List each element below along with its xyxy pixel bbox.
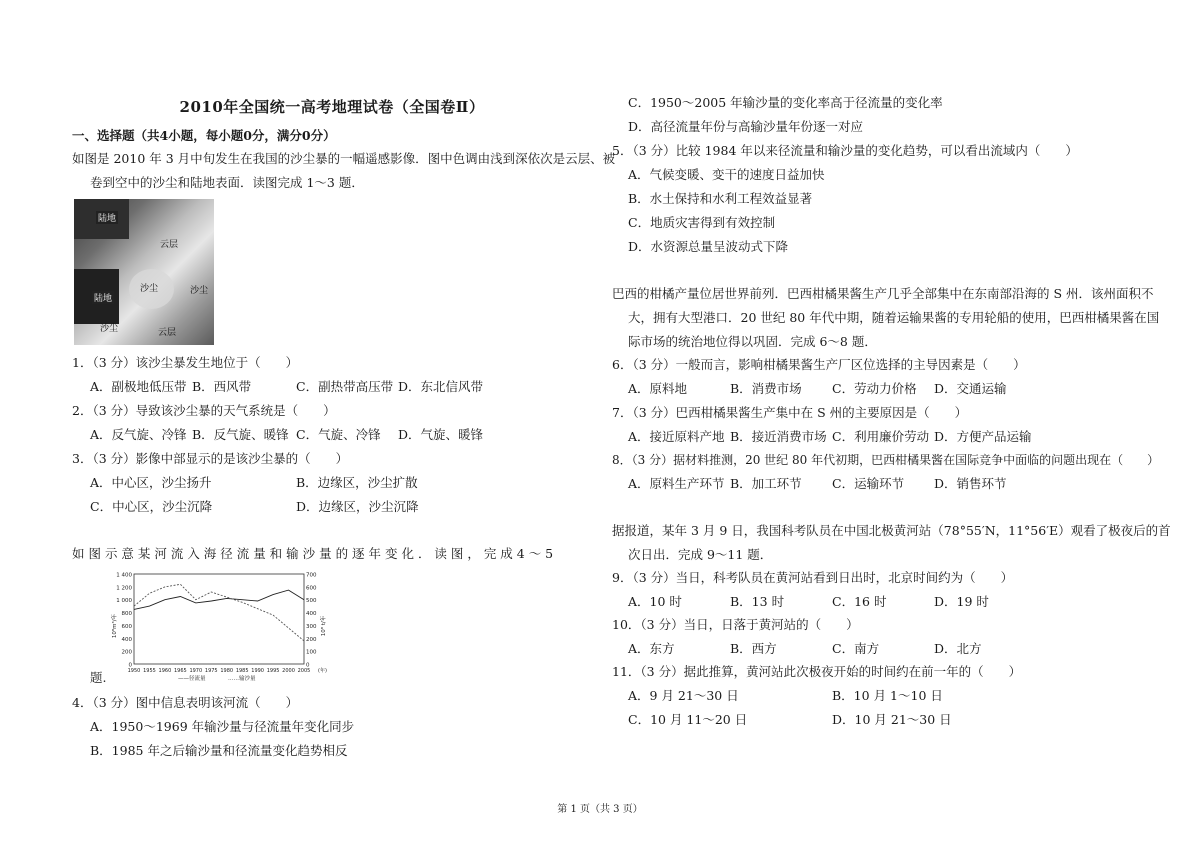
intro2-tail: 题. <box>90 670 107 685</box>
x-tick-label: 1990 <box>251 668 265 674</box>
q1-stem: 1．（3 分）该沙尘暴发生地位于（ ） <box>72 355 299 370</box>
intro3-line1: 巴西的柑橘产量位居世界前列．巴西柑橘果酱生产几乎全部集中在东南部沿海的 S 州．该州面积不 <box>612 286 1154 301</box>
left-tick-label: 600 <box>121 623 132 630</box>
q9-option-d[interactable]: D．19 时 <box>934 594 989 609</box>
q3-option-a[interactable]: A．中心区，沙尘扬升 <box>90 475 212 490</box>
x-tick-label: 1980 <box>220 668 234 674</box>
x-tick-label: 2005 <box>297 668 311 674</box>
q7-option-c[interactable]: C．利用廉价劳动 <box>832 429 930 444</box>
q4-option-a[interactable]: A．1950～1969 年输沙量与径流量年变化同步 <box>90 719 355 734</box>
q4-option-b[interactable]: B．1985 年之后输沙量和径流量变化趋势相反 <box>90 743 348 758</box>
q5-option-c[interactable]: C．地质灾害得到有效控制 <box>628 215 776 230</box>
x-tick-label: 1985 <box>235 668 249 674</box>
q2-option-d[interactable]: D．气旋、暖锋 <box>398 427 484 442</box>
left-tick-label: 400 <box>121 636 132 643</box>
right-tick-label: 0 <box>306 662 310 669</box>
q2-stem: 2．（3 分）导致该沙尘暴的天气系统是（ ） <box>72 403 336 418</box>
q3-option-c[interactable]: C．中心区，沙尘沉降 <box>90 499 213 514</box>
q4-option-c[interactable]: C．1950～2005 年输沙量的变化率高于径流量的变化率 <box>628 95 943 110</box>
x-tick-label: 1995 <box>266 668 280 674</box>
q3-option-d[interactable]: D．边缘区，沙尘沉降 <box>296 499 419 514</box>
page-title: 2010年全国统一高考地理试卷（全国卷Ⅱ） <box>179 98 485 116</box>
q11-option-c[interactable]: C．10 月 11～20 日 <box>628 712 748 727</box>
q7-option-d[interactable]: D．方便产品运输 <box>934 429 1032 444</box>
q7-option-b[interactable]: B．接近消费市场 <box>730 429 827 444</box>
satellite-image <box>74 199 214 345</box>
right-tick-label: 400 <box>306 611 317 618</box>
right-tick-label: 200 <box>306 636 317 643</box>
x-tick-label: 1965 <box>173 668 187 674</box>
q2-option-a[interactable]: A．反气旋、冷锋 <box>90 427 187 442</box>
label-dust-2: 沙尘 <box>190 286 209 296</box>
q5-option-a[interactable]: A．气候变暖、变干的速度日益加快 <box>628 167 825 182</box>
legend-runoff: ——径流量 <box>178 676 206 682</box>
q1-option-b[interactable]: B．西风带 <box>192 379 252 394</box>
chart-frame <box>134 574 304 664</box>
intro1-line1: 如图是 2010 年 3 月中旬发生在我国的沙尘暴的一幅遥感影像．图中色调由浅到深依次是云层、被 <box>72 151 616 166</box>
q5-stem: 5．（3 分）比较 1984 年以来径流量和输沙量的变化趋势，可以看出流域内（ ） <box>612 143 1078 158</box>
q9-option-b[interactable]: B．13 时 <box>730 594 785 609</box>
q4-stem: 4．（3 分）图中信息表明该河流（ ） <box>72 695 299 710</box>
q8-option-a[interactable]: A．原料生产环节 <box>628 476 725 491</box>
q5-option-d[interactable]: D．水资源总量呈波动式下降 <box>628 239 789 254</box>
q8-stem: 8．（3 分）据材料推测，20 世纪 80 年代初期，巴西柑橘果酱在国际竞争中面临的问题出现在（ ） <box>612 453 1160 467</box>
q10-option-c[interactable]: C．南方 <box>832 641 880 656</box>
intro1-line2: 卷到空中的沙尘和陆地表面．读图完成 1～3 题． <box>90 175 364 190</box>
right-tick-label: 600 <box>306 585 317 592</box>
q10-option-d[interactable]: D．北方 <box>934 641 982 656</box>
section-heading: 一、选择题（共4小题，每小题0分，满分0分） <box>72 128 336 143</box>
x-tick-label: 1975 <box>204 668 218 674</box>
left-tick-label: 0 <box>128 662 132 669</box>
left-tick-label: 200 <box>121 649 132 656</box>
left-tick-label: 1 400 <box>116 572 132 579</box>
q4-option-d[interactable]: D．高径流量年份与高输沙量年份逐一对应 <box>628 119 864 134</box>
q10-option-a[interactable]: A．东方 <box>628 641 675 656</box>
q2-option-b[interactable]: B．反气旋、暖锋 <box>192 427 289 442</box>
q6-option-a[interactable]: A．原料地 <box>628 381 688 396</box>
legend-sediment: ……输沙量 <box>228 676 256 682</box>
q8-option-c[interactable]: C．运输环节 <box>832 476 905 491</box>
right-tick-label: 500 <box>306 598 317 605</box>
q10-option-b[interactable]: B．西方 <box>730 641 777 656</box>
x-tick-label: 1960 <box>158 668 172 674</box>
x-tick-label: 2000 <box>282 668 295 674</box>
q1-option-a[interactable]: A．副极地低压带 <box>90 379 187 394</box>
q10-stem: 10．（3 分）当日，日落于黄河站的（ ） <box>612 617 859 632</box>
q11-stem: 11．（3 分）据此推算，黄河站此次极夜开始的时间约在前一年的（ ） <box>612 664 1022 679</box>
q2-option-c[interactable]: C．气旋、冷锋 <box>296 427 381 442</box>
intro4-line2: 次日出．完成 9～11 题． <box>628 547 773 562</box>
runoff-series-line <box>134 590 304 609</box>
intro4-line1: 据报道，某年 3 月 9 日，我国科考队员在中国北极黄河站（78°55′N，11°56′E）观看了极夜后的首 <box>612 523 1171 538</box>
q11-option-d[interactable]: D．10 月 21～30 日 <box>832 712 952 727</box>
label-cloud-1: 云层 <box>160 240 179 250</box>
q11-option-a[interactable]: A．9 月 21～30 日 <box>628 688 739 703</box>
right-axis-label: 10⁸ t/年 <box>321 615 327 637</box>
q9-option-c[interactable]: C．16 时 <box>832 594 887 609</box>
q7-option-a[interactable]: A．接近原料产地 <box>628 429 725 444</box>
left-tick-label: 800 <box>121 611 132 618</box>
q6-option-b[interactable]: B．消费市场 <box>730 381 802 396</box>
left-tick-label: 1 000 <box>116 598 132 605</box>
q11-option-b[interactable]: B．10 月 1～10 日 <box>832 688 943 703</box>
right-tick-label: 100 <box>306 649 317 656</box>
left-tick-label: 1 200 <box>116 585 132 592</box>
q1-option-c[interactable]: C．副热带高压带 <box>296 379 394 394</box>
q3-stem: 3．（3 分）影像中部显示的是该沙尘暴的（ ） <box>72 451 349 466</box>
left-axis-label: 10⁸m³/年 <box>112 613 118 639</box>
q3-option-b[interactable]: B．边缘区，沙尘扩散 <box>296 475 418 490</box>
q5-option-b[interactable]: B．水土保持和水利工程效益显著 <box>628 191 813 206</box>
label-dust-3: 沙尘 <box>100 324 119 334</box>
intro3-line3: 际市场的统治地位得以巩固．完成 6～8 题． <box>628 334 877 349</box>
river-chart <box>108 566 332 684</box>
q8-option-d[interactable]: D．销售环节 <box>934 476 1007 491</box>
right-tick-label: 300 <box>306 623 317 630</box>
page-footer: 第 1 页（共 3 页） <box>557 804 643 815</box>
q1-option-d[interactable]: D．东北信风带 <box>398 379 484 394</box>
x-tick-label: 1955 <box>143 668 156 674</box>
x-unit-label: (年) <box>318 668 327 674</box>
label-land-1: 陆地 <box>96 211 118 224</box>
x-tick-label: 1970 <box>189 668 203 674</box>
q6-stem: 6．（3 分）一般而言，影响柑橘果酱生产厂区位选择的主导因素是（ ） <box>612 357 1026 372</box>
label-land-2: 陆地 <box>92 291 114 304</box>
q9-option-a[interactable]: A．10 时 <box>628 594 682 609</box>
q8-option-b[interactable]: B．加工环节 <box>730 476 802 491</box>
label-dust-1: 沙尘 <box>140 284 159 294</box>
right-tick-label: 700 <box>306 572 317 579</box>
q9-stem: 9．（3 分）当日，科考队员在黄河站看到日出时，北京时间约为（ ） <box>612 570 1014 585</box>
intro3-line2: 大，拥有大型港口．20 世纪 80 年代中期，随着运输果酱的专用轮船的使用，巴西柑橘果酱在国 <box>628 310 1160 325</box>
q6-option-d[interactable]: D．交通运输 <box>934 381 1007 396</box>
label-cloud-2: 云层 <box>158 328 177 338</box>
q6-option-c[interactable]: C．劳动力价格 <box>832 381 917 396</box>
x-tick-label: 1950 <box>127 668 141 674</box>
intro2-line1: 如 图 示 意 某 河 流 入 海 径 流 量 和 输 沙 量 的 逐 年 变 化 ． 读 图 ， 完 成 4 ～ 5 <box>72 546 554 561</box>
q7-stem: 7．（3 分）巴西柑橘果酱生产集中在 S 州的主要原因是（ ） <box>612 405 968 420</box>
